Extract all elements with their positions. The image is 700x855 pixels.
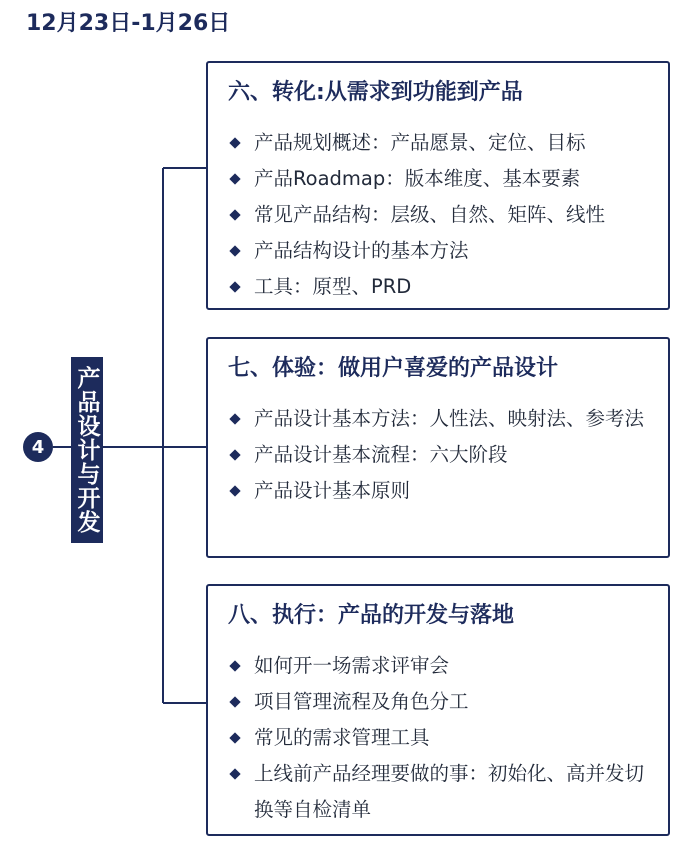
bullet-item: [228, 648, 648, 684]
topic-box-experience: [206, 337, 670, 558]
diamond-bullet-icon: [229, 696, 240, 707]
bullet-list: [228, 648, 648, 828]
bullet-item: [228, 684, 648, 720]
diamond-bullet-icon: [229, 281, 240, 292]
bullet-text: 产品设计基本原则: [254, 479, 411, 502]
bullet-item: [228, 269, 648, 305]
bullet-text: 常见产品结构：层级、自然、矩阵、线性: [254, 203, 606, 226]
diamond-bullet-icon: [229, 732, 240, 743]
diamond-bullet-icon: [229, 485, 240, 496]
bullet-item: [228, 720, 648, 756]
bullet-item: [228, 197, 648, 233]
bullet-text: 产品规划概述：产品愿景、定位、目标: [254, 131, 586, 154]
module-title-label: 产品设计与开发: [71, 357, 103, 543]
diamond-bullet-icon: [229, 209, 240, 220]
bullet-text: 常见的需求管理工具: [254, 726, 430, 749]
bullet-text: 项目管理流程及角色分工: [254, 690, 469, 713]
diamond-bullet-icon: [229, 173, 240, 184]
bullet-list: [228, 401, 648, 509]
topic-box-conversion: [206, 61, 670, 310]
bullet-text: 上线前产品经理要做的事：初始化、高并发切换等自检清单: [254, 762, 645, 821]
date-range-title: 12月23日-1月26日: [26, 11, 231, 36]
bullet-text: 工具：原型、PRD: [254, 275, 412, 298]
bullet-item: [228, 473, 648, 509]
bullet-text: 产品设计基本方法：人性法、映射法、参考法: [254, 407, 645, 430]
bullet-item: [228, 401, 648, 437]
topic-title: 七、体验：做用户喜爱的产品设计: [228, 356, 559, 381]
bullet-list: [228, 125, 648, 305]
bullet-text: 产品结构设计的基本方法: [254, 239, 469, 262]
diamond-bullet-icon: [229, 768, 240, 779]
bullet-item: [228, 756, 648, 828]
bullet-text: 产品设计基本流程：六大阶段: [254, 443, 508, 466]
bullet-text: 如何开一场需求评审会: [254, 654, 450, 677]
diamond-bullet-icon: [229, 245, 240, 256]
topic-box-execution: [206, 584, 670, 836]
diamond-bullet-icon: [229, 137, 240, 148]
module-number-badge: 4: [23, 432, 53, 462]
diamond-bullet-icon: [229, 449, 240, 460]
bullet-item: [228, 161, 648, 197]
topic-title: 六、转化:从需求到功能到产品: [228, 80, 523, 105]
diamond-bullet-icon: [229, 413, 240, 424]
bullet-text: 产品Roadmap：版本维度、基本要素: [254, 167, 581, 190]
bullet-item: [228, 437, 648, 473]
bullet-item: [228, 233, 648, 269]
topic-title: 八、执行：产品的开发与落地: [228, 603, 515, 628]
diamond-bullet-icon: [229, 660, 240, 671]
bullet-item: [228, 125, 648, 161]
